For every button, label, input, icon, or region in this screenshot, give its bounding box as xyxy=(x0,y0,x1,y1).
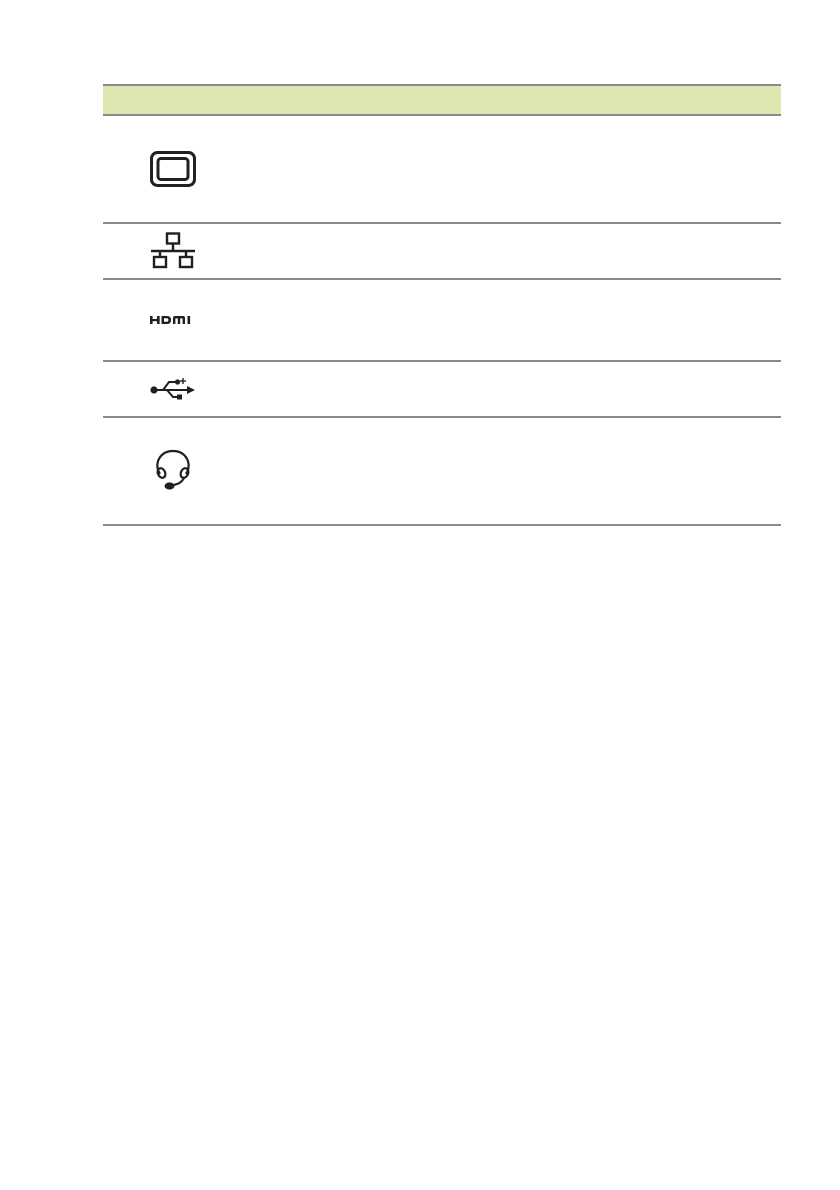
hdmi-port-icon xyxy=(103,315,243,325)
usb-port-icon-graphic xyxy=(150,377,196,401)
table-row-hdmi xyxy=(103,280,781,362)
headset-jack-icon-graphic xyxy=(153,449,193,493)
vga-port-icon xyxy=(103,151,243,187)
table-row-ethernet xyxy=(103,224,781,280)
headset-jack-icon xyxy=(103,449,243,493)
ethernet-port-icon-graphic xyxy=(150,232,196,270)
table-header xyxy=(103,86,781,116)
table-row-headset xyxy=(103,418,781,526)
ethernet-port-icon xyxy=(103,232,243,270)
vga-port-icon-graphic xyxy=(150,151,196,187)
ports-table xyxy=(103,84,781,526)
table-row-vga xyxy=(103,116,781,224)
usb-port-icon xyxy=(103,377,243,401)
hdmi-port-icon-graphic xyxy=(150,315,196,325)
table-row-usb xyxy=(103,362,781,418)
